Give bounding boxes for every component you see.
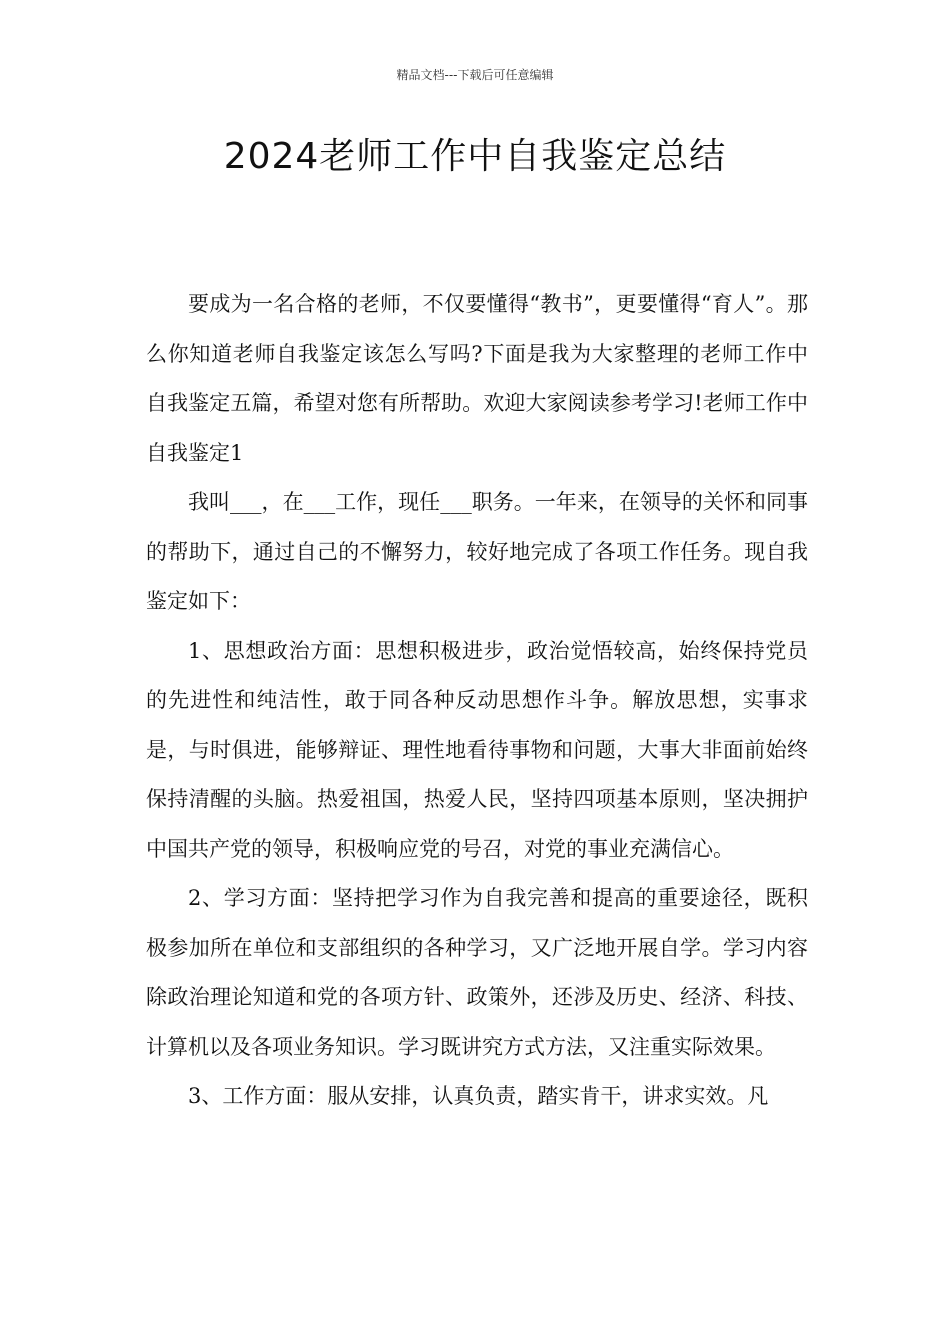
political-section-paragraph: 1、思想政治方面：思想积极进步，政治觉悟较高，始终保持党员的先进性和纯洁性，敢于同各种反动思想作斗争。解放思想，实事求是，与时俱进，能够辩证、理性地看待事物和问题，大事大非面前始终保持清醒的头脑。热爱祖国，热爱人民，坚持四项基本原则，坚决拥护中国共产党的领导，积极响应党的号召，对党的事业充满信心。: [146, 638, 808, 861]
intro-paragraph: 要成为一名合格的老师，不仅要懂得“教书”，更要懂得“育人”。那么你知道老师自我鉴定该怎么写吗?下面是我为大家整理的老师工作中自我鉴定五篇，希望对您有所帮助。欢迎大家阅读参考学习!老师工作中自我鉴定1: [146, 292, 808, 465]
work-section-paragraph: 3、工作方面：服从安排，认真负责，踏实肯干，讲求实效。凡: [188, 1084, 769, 1108]
self-intro-paragraph: 我叫___，在___工作，现任___职务。一年来，在领导的关怀和同事的帮助下，通过自己的不懈努力，较好地完成了各项工作任务。现自我鉴定如下：: [146, 490, 808, 613]
document-body: [146, 280, 808, 1122]
document-title: 2024老师工作中自我鉴定总结: [223, 136, 727, 177]
header-note: 精品文档---下载后可任意编辑: [396, 68, 554, 82]
study-section-paragraph: 2、学习方面：坚持把学习作为自我完善和提高的重要途径，既积极参加所在单位和支部组织的各种学习，又广泛地开展自学。学习内容除政治理论知道和党的各项方针、政策外，还涉及历史、经济、科技、计算机以及各项业务知识。学习既讲究方式方法，又注重实际效果。: [146, 886, 808, 1059]
